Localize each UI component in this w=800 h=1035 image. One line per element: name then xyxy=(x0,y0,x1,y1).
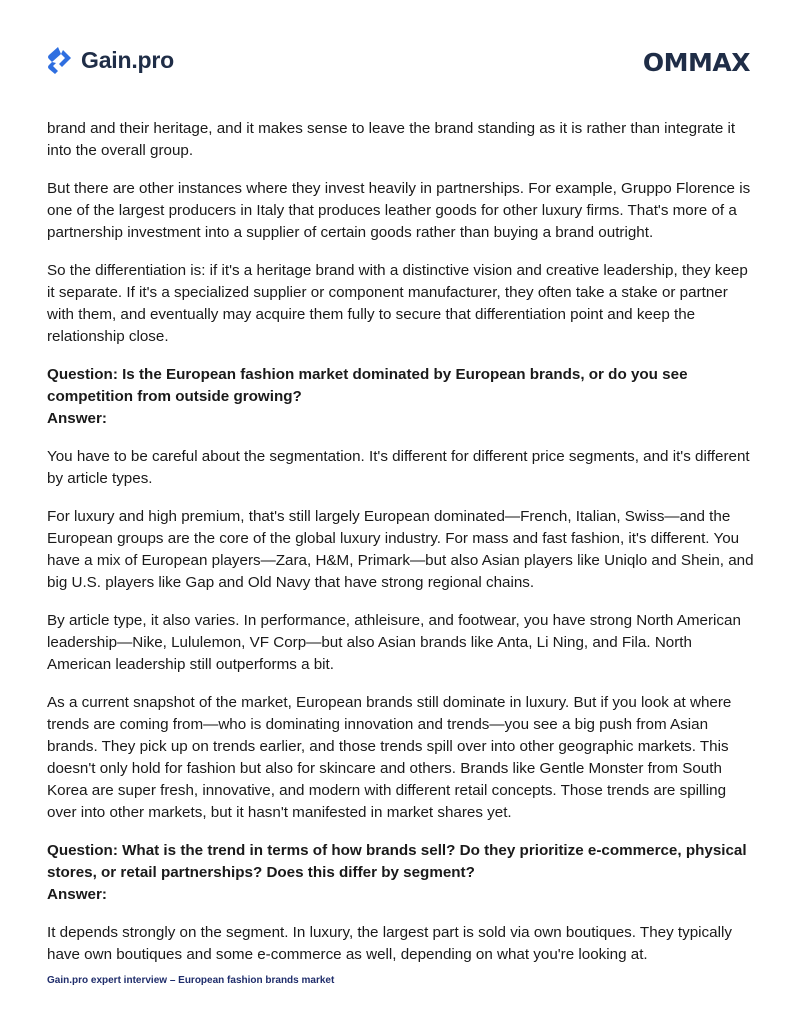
ommax-logo-text: OMMAX xyxy=(642,48,750,77)
answer-label: Answer: xyxy=(47,410,107,427)
page-footer: Gain.pro expert interview – European fashion brands market xyxy=(47,975,335,986)
paragraph: brand and their heritage, and it makes sense to leave the brand standing as it is rather than integrate it into the overall group. xyxy=(47,120,736,159)
paragraph: It depends strongly on the segment. In luxury, the largest part is sold via own boutiques. They typically have own boutiques and some e-commerce as well, depending on what you're looking at. xyxy=(47,924,732,963)
gain-pro-logo xyxy=(46,45,174,75)
answer-label: Answer: xyxy=(47,886,107,903)
page-header xyxy=(0,0,800,110)
question-heading: Question: What is the trend in terms of how brands sell? Do they prioritize e-commerce, physical stores, or retail partnerships? Does this differ by segment? xyxy=(47,842,747,881)
paragraph: As a current snapshot of the market, European brands still dominate in luxury. But if you look at where trends are coming from—who is dominating innovation and trends—you see a big push from Asian brands. They pick up on trends earlier, and those trends spill over into other geographic markets. This doesn't only hold for fashion but also for skincare and others. Brands like Gentle Monster from South Korea are super fresh, innovative, and modern with different retail concepts. Those trends are spilling over into other markets, but it hasn't manifested in market shares yet. xyxy=(47,694,732,821)
paragraph: For luxury and high premium, that's still largely European dominated—French, Italian, Swiss—and the European groups are the core of the global luxury industry. For mass and fast fashion, it's different. You have a mix of European players—Zara, H&M, Primark—but also Asian players like Uniqlo and Shein, and big U.S. players like Gap and Old Navy that have strong regional chains. xyxy=(47,508,754,591)
paragraph: By article type, it also varies. In performance, athleisure, and footwear, you have strong North American leadership—Nike, Lululemon, VF Corp—but also Asian brands like Anta, Li Ning, and Fila. North American leadership still outperforms a bit. xyxy=(47,612,741,673)
gain-pro-logo-icon xyxy=(46,45,74,75)
gain-pro-logo-text: Gain.pro xyxy=(81,46,174,73)
paragraph: So the differentiation is: if it's a heritage brand with a distinctive vision and creative leadership, they keep it separate. If it's a specialized supplier or component manufacturer, they often take a stake or partner with them, and eventually may acquire them fully to secure that differentiation point and keep the relationship close. xyxy=(47,262,748,345)
paragraph: But there are other instances where they invest heavily in partnerships. For example, Gruppo Florence is one of the largest producers in Italy that produces leather goods for other luxury firms. That's more of a partnership investment into a supplier of certain goods rather than buying a brand outright. xyxy=(47,180,751,241)
paragraph: You have to be careful about the segmentation. It's different for different price segments, and it's different by article types. xyxy=(47,448,750,487)
question-heading: Question: Is the European fashion market dominated by European brands, or do you see competition from outside growing? xyxy=(47,366,688,405)
ommax-logo xyxy=(643,48,750,77)
document-body xyxy=(47,118,755,982)
